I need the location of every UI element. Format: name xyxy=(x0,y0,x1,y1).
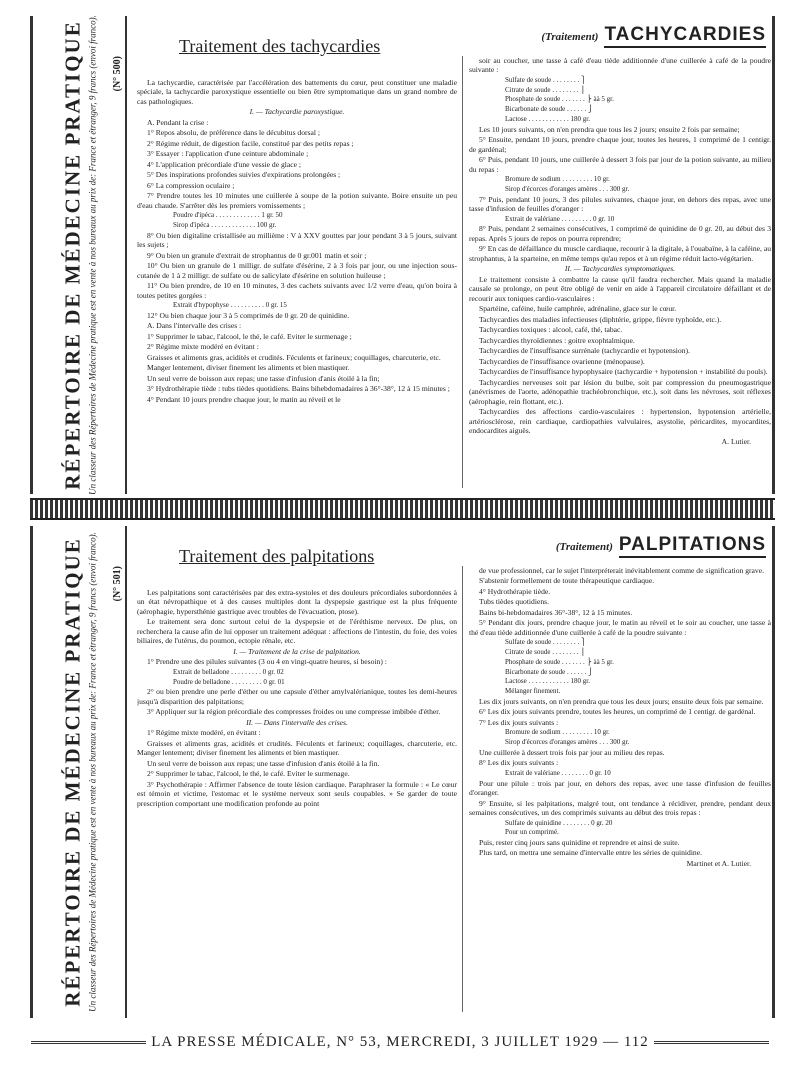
paragraph: 8° Les dix jours suivants : xyxy=(479,758,559,768)
paragraph: 3° Appliquer sur la région précordiale des compresses froides ou une compresse imbibée d'éther. xyxy=(147,707,441,717)
prescription-line: Bicarbonate de soude . . . . . . ⎭ xyxy=(505,105,594,114)
paragraph: Tubs tièdes quotidiens. xyxy=(479,597,549,607)
paragraph: Tachycardies des affections cardio-vasculaires : hypertension, hypotension artérielle, artériosclérose, rein cardiaque, cardiopathies valvulaires, asystolie, péricardites, myocardites, endocardites aiguës. xyxy=(469,407,771,436)
paragraph: 7° Les dix jours suivants : xyxy=(479,717,559,727)
paragraph: A. Pendant la crise : xyxy=(147,117,209,127)
left-column xyxy=(137,78,457,488)
paragraph: 6° Les dix jours suivants prendre, toutes les heures, un comprimé de 1 centigr. de gardénal. xyxy=(479,707,756,717)
section-heading: I. — Traitement de la crise de palpitation. xyxy=(233,646,361,656)
paragraph: A. Dans l'intervalle des crises : xyxy=(147,321,242,331)
paragraph: 9° Ou bien un granule d'extrait de strophantus de 0 gr.001 matin et soir ; xyxy=(147,250,367,260)
prescription-line: Mélanger finement. xyxy=(505,687,561,696)
paragraph: Tachycardies toxiques : alcool, café, thé, tabac. xyxy=(479,325,623,335)
paragraph: 1° Repos absolu, de préférence dans le décubitus dorsal ; xyxy=(147,128,320,138)
prescription-line: Sulfate de soude . . . . . . . . ⎫ xyxy=(505,75,587,84)
paragraph: 7° Puis, pendant 10 jours, 3 des pilules suivantes, chaque jour, en dehors des repas, avec une tasse d'infusion de feuilles d'oranger : xyxy=(469,194,771,214)
card-number: (N° 500) xyxy=(112,56,123,92)
prescription-line: Pour un comprimé. xyxy=(505,828,559,837)
paragraph: Une cuillerée à dessert trois fois par jour au milieu des repas. xyxy=(479,747,665,757)
header-name: TACHYCARDIES xyxy=(604,24,766,48)
author-signature: A. Lutier. xyxy=(721,436,751,446)
repertoire-card-tachycardies xyxy=(30,16,775,494)
paragraph: Spartéine, caféine, huile camphrée, adrénaline, glace sur le cœur. xyxy=(479,304,677,314)
paragraph: 4° Pendant 10 jours prendre chaque jour, le matin au réveil et le xyxy=(147,394,341,404)
prescription-line: Poudre d'ipéca . . . . . . . . . . . . . 1 gr. 50 xyxy=(173,211,283,220)
paragraph: La tachycardie, caractérisée par l'accélération des battements du cœur, peut constituer une maladie spéciale, la tachycardie paroxystique essentielle ou bien être symptomatique dans un grand nombre de cas pathologiques. xyxy=(137,78,457,106)
paragraph: Bains bi-hebdomadaires 36°-38°, 12 à 15 minutes. xyxy=(479,607,633,617)
column-divider xyxy=(462,566,463,1012)
prescription-line: Sirop d'ipéca . . . . . . . . . . . . . 100 gr. xyxy=(173,221,277,230)
card-spine xyxy=(33,16,127,494)
paragraph: 1° Supprimer le tabac, l'alcool, le thé, le café. Eviter le surmenage ; xyxy=(147,331,352,341)
paragraph: 3° Psychothérapie : Affirmer l'absence de toute lésion cardiaque. Paraphraser la formule : « Le cœur est témoin et victime, l'estomac et le système nerveux sont seuls coupables. » Se garder de toute prescription comportant une modification profonde au point xyxy=(137,779,457,808)
paragraph: Graisses et aliments gras, acidités et crudités. Féculents et farineux; coquillages, charcuterie, etc. xyxy=(147,352,441,362)
paragraph: 8° Puis, pendant 2 semaines consécutives, 1 comprimé de quinidine de 0 gr. 20, au début des 3 repas. Après 5 jours de repos on pourra reprendre; xyxy=(469,224,771,243)
paragraph: S'abstenir formellement de toute thérapeutique cardiaque. xyxy=(479,576,655,586)
header-name: PALPITATIONS xyxy=(619,534,766,558)
spine-title: RÉPERTOIRE DE MÉDECINE PRATIQUE xyxy=(60,537,85,1007)
prescription-line: Citrate de soude . . . . . . . . ⎪ xyxy=(505,648,586,657)
paragraph: 2° Régime réduit, de digestion facile, constitué par des petits repas ; xyxy=(147,138,354,148)
paragraph: 1° Prendre une des pilules suivantes (3 ou 4 en vingt-quatre heures, si besoin) : xyxy=(147,657,387,667)
paragraph: Graisses et aliments gras, acidités et crudités. Féculents et farineux; coquillages, charcuterie, etc. Manger lentement; diviser finement les aliments et bien mastiquer. xyxy=(137,738,457,758)
card-separator xyxy=(30,498,775,520)
header-category: (Traitement) xyxy=(555,541,613,553)
paragraph: 11° Ou bien prendre, de 10 en 10 minutes, 3 des cachets suivants avec 1/2 verre d'eau, qu'on boira à toutes petites gorgées : xyxy=(137,281,457,300)
paragraph: 8° Ou bien digitaline cristallisée au millième : V à XXV gouttes par jour pendant 3 à 5 jours, suivant les sujets ; xyxy=(137,230,457,250)
card-title: Traitement des palpitations xyxy=(179,546,375,566)
card-content xyxy=(129,16,772,494)
header-category: (Traitement) xyxy=(541,31,599,43)
left-column xyxy=(137,588,457,1012)
paragraph: Les dix jours suivants, on n'en prendra que tous les deux jours; ensuite deux fois par semaine. xyxy=(479,696,764,706)
prescription-line: Bromure de sodium . . . . . . . . . 10 gr. xyxy=(505,728,610,737)
paragraph: 5° Pendant dix jours, prendre chaque jour, le matin au réveil et le soir au coucher, une tasse à thé d'eau tiède additionnée d'une cuillerée à café de la poudre suivante : xyxy=(469,618,771,637)
paragraph: Tachycardies de l'insuffisance ovarienne (ménopause). xyxy=(479,356,645,366)
paragraph: 1° Régime mixte modéré, en évitant : xyxy=(147,728,261,738)
paragraph: soir au coucher, une tasse à café d'eau tiède additionnée d'une cuillerée à café de la poudre suivante : xyxy=(469,56,771,75)
footer-text: LA PRESSE MÉDICALE, N° 53, MERCREDI, 3 JUILLET 1929 — 112 xyxy=(151,1034,649,1050)
paragraph: 2° Supprimer le tabac, l'alcool, le thé, le café. Eviter le surmenage. xyxy=(147,769,350,779)
paragraph: Un seul verre de boisson aux repas; une tasse d'infusion d'anis étoilé à la fin; xyxy=(147,373,380,383)
paragraph: Les 10 jours suivants, on n'en prendra que tous les 2 jours; ensuite 2 fois par semaine; xyxy=(479,124,740,134)
section-heading: II. — Dans l'intervalle des crises. xyxy=(246,717,348,727)
paragraph: 9° Ensuite, si les palpitations, malgré tout, ont tendance à récidiver, prendre, pendant deux semaines consécutives, un des comprimés suivants au début des trois repas : xyxy=(469,798,771,818)
prescription-line: Extrait de valériane . . . . . . . . 0 gr. 10 xyxy=(505,768,611,777)
footer-rule-right xyxy=(654,1041,769,1044)
card-spine xyxy=(33,526,127,1018)
prescription-line: Lactose . . . . . . . . . . . . 180 gr. xyxy=(505,677,590,686)
section-heading: I. — Tachycardie paroxystique. xyxy=(249,107,345,117)
paragraph: 7° Prendre toutes les 10 minutes une cuillerée à soupe de la potion suivante. Boire ensuite un peu d'eau chaude. S'arrêter dès les premiers vomissements ; xyxy=(137,191,457,210)
prescription-line: Sirop d'écorces d'oranges amères . . . 300 gr. xyxy=(505,184,630,193)
paragraph: de vue professionnel, car le sujet l'interpréterait inévitablement comme de signification grave. xyxy=(479,566,764,575)
paragraph: 5° Ensuite, pendant 10 jours, prendre chaque jour, toutes les heures, 1 comprimé de 1 centigr. de gardénal; xyxy=(469,135,771,154)
card-title: Traitement des tachycardies xyxy=(179,36,381,56)
prescription-line: Sulfate de soude . . . . . . . . ⎫ xyxy=(505,638,587,647)
paragraph: 6° Puis, pendant 10 jours, une cuillerée à dessert 3 fois par jour de la potion suivante, au milieu du repas : xyxy=(469,155,771,174)
footer-rule-left xyxy=(31,1041,146,1044)
prescription-line: Poudre de belladone . . . . . . . . . 0 gr. 01 xyxy=(173,677,285,686)
paragraph: Le traitement sera donc surtout celui de la dyspepsie et de l'éréthisme nerveux. De plus, on recherchera la cause afin de lui opposer un traitement adéquat : affections de l'intestin, du foie, des voies biliaires, de l'utérus, du poumon, ectopie rénale, etc. xyxy=(137,617,457,646)
paragraph: Tachycardies de l'insuffisance hypophysaire (tachycardie + hypotension + instabilité du pouls). xyxy=(479,367,768,377)
author-signature: Martinet et A. Lutier. xyxy=(686,858,751,868)
paragraph: Tachycardies de l'insuffisance surrénale (tachycardie et hypotension). xyxy=(479,346,690,356)
paragraph: Manger lentement, diviser finement les aliments et bien mastiquer. xyxy=(147,363,350,373)
prescription-line: Sulfate de quinidine . . . . . . . . 0 gr. 20 xyxy=(505,818,613,827)
paragraph: Pour une pilule : trois par jour, en dehors des repas, avec une tasse d'infusion de feuilles d'oranger. xyxy=(469,778,771,798)
prescription-line: Extrait de belladone . . . . . . . . . 0 gr. 02 xyxy=(173,667,284,676)
section-heading: II. — Tachycardies symptomatiques. xyxy=(564,264,676,274)
paragraph: Tachycardies nerveuses soit par lésion du bulbe, soit par compression du pneumogastrique (anévrismes de l'aorte, adénopathie trachéobronchique, etc.), soit dans les névroses, soit réflexes (aérophagie, rein flottant, etc.). xyxy=(469,377,771,406)
spine-subtitle: Un classeur des Répertoires de Médecine pratique est en vente à nos bureaux au prix de: France et étranger, 9 francs (envoi franco). xyxy=(87,532,98,1012)
column-divider xyxy=(462,56,463,488)
paragraph: 10° Ou bien un granule de 1 milligr. de sulfate d'ésérine, 2 à 3 fois par jour, ou une injection sous-cutanée de 1 à 2 milligr. de sulfate ou de salicylate d'ésérine en solution huileuse ; xyxy=(137,261,457,280)
prescription-line: Citrate de soude . . . . . . . . ⎪ xyxy=(505,85,586,94)
prescription-line: Extrait de valériane . . . . . . . . . 0 gr. 10 xyxy=(505,214,615,223)
paragraph: 5° Des inspirations profondes suivies d'expirations prolongées ; xyxy=(147,170,341,180)
prescription-line: Extrait d'hypophyse . . . . . . . . . . 0 gr. 15 xyxy=(173,301,287,310)
spine-title: RÉPERTOIRE DE MÉDECINE PRATIQUE xyxy=(60,20,85,490)
right-column xyxy=(469,56,771,488)
paragraph: Un seul verre de boisson aux repas; une tasse d'infusion d'anis étoilé à la fin. xyxy=(147,758,380,768)
prescription-line: Phosphate de soude . . . . . . . ⎬ àà 5 gr. xyxy=(505,657,614,666)
paragraph: Le traitement consiste à combattre la cause qu'il faudra rechercher. Mais quand la maladie causale se prolonge, on peut être obligé de venir en aide à l'appareil circulatoire défaillant et de recourir aux toniques cardio-vasculaires : xyxy=(469,274,771,303)
paragraph: 2° ou bien prendre une perle d'éther ou une capsule d'éther amylvalérianique, toutes les demi-heures jusqu'à disparition des palpitations; xyxy=(137,687,457,706)
card-header xyxy=(541,24,766,48)
paragraph: 6° La compression oculaire ; xyxy=(147,180,235,190)
prescription-line: Bicarbonate de soude . . . . . . ⎭ xyxy=(505,667,594,676)
repertoire-card-palpitations xyxy=(30,526,775,1018)
paragraph: 4° L'application précordiale d'une vessie de glace ; xyxy=(147,159,301,169)
paragraph: Tachycardies thyroïdiennes : goitre exophtalmique. xyxy=(479,335,635,345)
card-header xyxy=(556,534,766,558)
paragraph: Tachycardies des maladies infectieuses (diphtérie, grippe, fièvre typhoïde, etc.). xyxy=(479,314,722,324)
prescription-line: Phosphate de soude . . . . . . . ⎬ àà 5 gr. xyxy=(505,95,614,104)
prescription-line: Lactose . . . . . . . . . . . . 180 gr. xyxy=(505,114,590,123)
paragraph: 9° En cas de défaillance du muscle cardiaque, recourir à la digitale, à l'ouabaïne, à la caféine, au strophantus, à la sparteine, en même temps qu'au repos et à un régime réduit lacto-végétarien. xyxy=(469,244,771,263)
prescription-line: Bromure de sodium . . . . . . . . . 10 gr. xyxy=(505,175,610,184)
paragraph: 3° Hydrothérapie tiède : tubs tièdes quotidiens. Bains bihebdomadaires à 36°-38°, 12 à 15 minutes ; xyxy=(147,384,450,394)
paragraph: 3° Essayer : l'application d'une ceinture abdominale ; xyxy=(147,149,309,159)
paragraph: 2° Régime mixte modéré en évitant : xyxy=(147,342,259,352)
paragraph: 4° Hydrothérapie tiède. xyxy=(479,586,551,596)
paragraph: Plus tard, on mettra une semaine d'intervalle entre les séries de quinidine. xyxy=(479,848,702,858)
spine-subtitle: Un classeur des Répertoires de Médecine pratique est en vente à nos bureaux au prix de: France et étranger, 9 francs (envoi franco). xyxy=(87,15,98,495)
page-footer xyxy=(24,1034,776,1051)
prescription-line: Sirop d'écorces d'oranges amères . . . 300 gr. xyxy=(505,738,630,747)
card-number: (N° 501) xyxy=(112,566,123,602)
paragraph: Les palpitations sont caractérisées par des extra-systoles et des douleurs précordiales subordonnées à un état névropathique et à des causes multiples dont la dyspepsie gastrique est la plus fréquente (aérophagie, hypersthénie gastrique avec troubles de l'évacuation, ptose). xyxy=(137,588,457,616)
paragraph: Puis, rester cinq jours sans quinidine et reprendre et ainsi de suite. xyxy=(479,838,680,847)
card-content xyxy=(129,526,772,1018)
paragraph: 12° Ou bien chaque jour 3 à 5 comprimés de 0 gr. 20 de quinidine. xyxy=(147,310,350,320)
right-column xyxy=(469,566,771,1012)
